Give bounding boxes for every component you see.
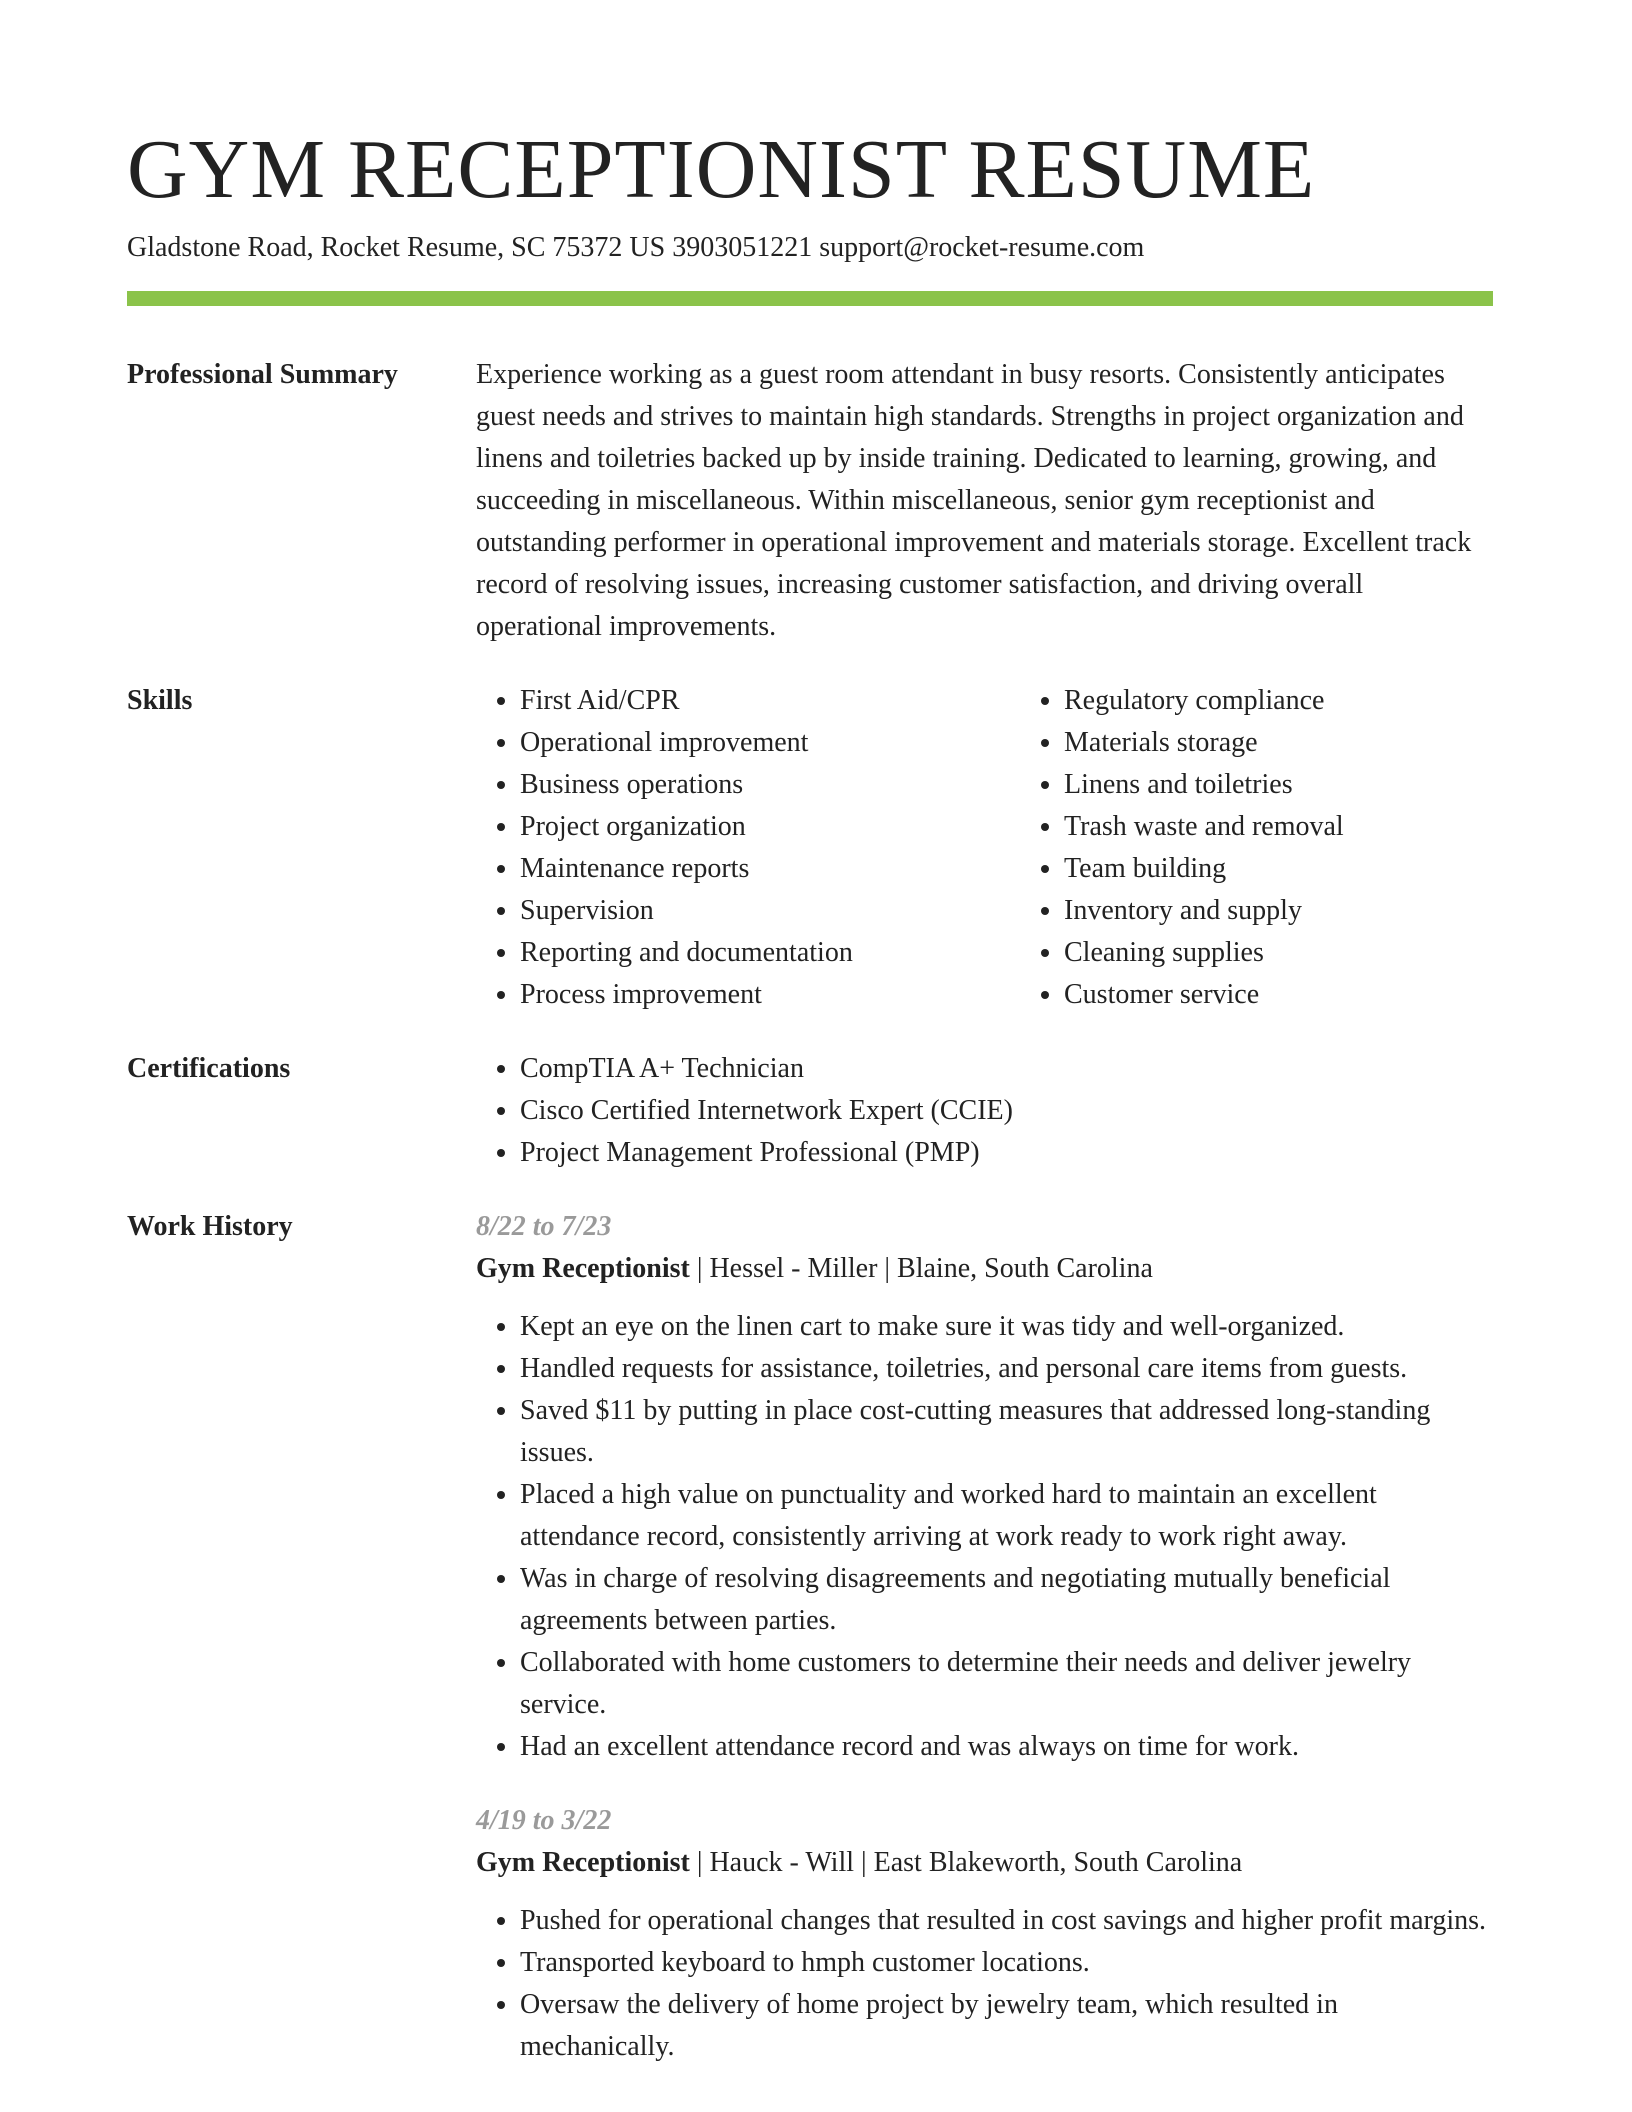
certifications-section [127,1048,1493,1174]
list-item: • Trash waste and removal [1064,806,1564,848]
job-bullets [476,1900,1493,2068]
section-label-work-history: Work History [127,1211,293,1242]
section-label-skills: Skills [127,685,193,716]
list-item: • Team building [1064,848,1564,890]
list-item: • Placed a high value on punctuality and worked hard to maintain an excellent attendance record, consistently arriving at work ready to work right away. [520,1474,1493,1558]
job-details: | Hessel - Miller | Blaine, South Carolina [689,1253,1153,1284]
list-item: • Supervision [520,890,1020,932]
accent-divider [127,291,1493,306]
job-title: Gym Receptionist [476,1847,690,1878]
job-entry [476,1206,1493,1768]
list-item: • Collaborated with home customers to determine their needs and deliver jewelry service. [520,1642,1493,1726]
list-item: • Kept an eye on the linen cart to make sure it was tidy and well-organized. [520,1306,1493,1348]
resume-page [127,0,1493,2068]
list-item: • Cleaning supplies [1064,932,1564,974]
list-item: • Project Management Professional (PMP) [520,1132,1493,1174]
list-item: • Had an excellent attendance record and was always on time for work. [520,1726,1493,1768]
skills-list-right [1020,680,1564,1016]
list-item: • Maintenance reports [520,848,1020,890]
resume-title: GYM RECEPTIONIST RESUME [127,123,1316,216]
list-item: • Inventory and supply [1064,890,1564,932]
list-item: • Oversaw the delivery of home project by jewelry team, which resulted in mechanically. [520,1984,1493,2068]
skills-section [127,680,1493,1016]
job-bullets [476,1306,1493,1768]
list-item: • Transported keyboard to hmph customer locations. [520,1942,1493,1984]
job-details: | Hauck - Will | East Blakeworth, South Carolina [689,1847,1243,1878]
list-item: • Regulatory compliance [1064,680,1564,722]
job-date: 4/19 to 3/22 [476,1805,612,1836]
job-entry [476,1800,1493,2068]
job-heading [476,1842,1493,1884]
list-item: • Reporting and documentation [520,932,1020,974]
section-label-summary: Professional Summary [127,359,398,390]
work-history-section [127,1206,1493,2068]
list-item: • Was in charge of resolving disagreements and negotiating mutually beneficial agreements between parties. [520,1558,1493,1642]
list-item: • Cisco Certified Internetwork Expert (CCIE) [520,1090,1493,1132]
summary-text: Experience working as a guest room attendant in busy resorts. Consistently anticipates guest needs and strives to maintain high standards. Strengths in project organization and linens and toiletries backed up by inside training. Dedicated to learning, growing, and succeeding in miscellaneous. Within miscellaneous, senior gym receptionist and outstanding performer in operational improvement and materials storage. Excellent track record of resolving issues, increasing customer satisfaction, and driving overall operational improvements. [476,359,1472,642]
list-item: • Process improvement [520,974,1020,1016]
list-item: • CompTIA A+ Technician [520,1048,1493,1090]
section-label-certifications: Certifications [127,1053,291,1084]
job-date: 8/22 to 7/23 [476,1211,612,1242]
list-item: • First Aid/CPR [520,680,1020,722]
list-item: • Project organization [520,806,1020,848]
list-item: • Materials storage [1064,722,1564,764]
list-item: • Operational improvement [520,722,1020,764]
skills-list-left [476,680,1020,1016]
contact-line: Gladstone Road, Rocket Resume, SC 75372 US 3903051221 support@rocket-resume.com [127,232,1145,263]
summary-section [127,354,1493,648]
list-item: • Handled requests for assistance, toiletries, and personal care items from guests. [520,1348,1493,1390]
list-item: • Linens and toiletries [1064,764,1564,806]
job-heading [476,1248,1493,1290]
list-item: • Pushed for operational changes that resulted in cost savings and higher profit margins. [520,1900,1493,1942]
list-item: • Saved $11 by putting in place cost-cutting measures that addressed long-standing issues. [520,1390,1493,1474]
list-item: • Business operations [520,764,1020,806]
list-item: • Customer service [1064,974,1564,1016]
certifications-list [476,1048,1493,1174]
job-title: Gym Receptionist [476,1253,690,1284]
